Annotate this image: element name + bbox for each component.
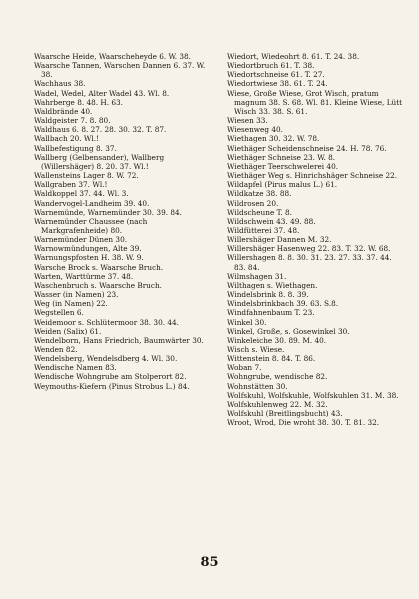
index-entry: Waldbrände 40. (34, 106, 93, 116)
index-entry: Warnungspfosten H. 38. W. 9. (34, 253, 144, 263)
index-entry: Wegstellen 6. (34, 308, 84, 318)
index-entry: Wiedortschneise 61. T. 27. (227, 70, 325, 80)
index-entry: Waldkoppel 37. 44. Wl. 3. (34, 189, 129, 199)
index-entry: Wiedortbruch 61. T. 38. (227, 61, 315, 71)
index-entry: Windelsbrinkbach 39. 63. S.8. (227, 299, 339, 309)
index-entry: Wasser (in Namen) 23. (34, 290, 119, 300)
index-entry: Wildkatze 38. 88. (227, 189, 292, 199)
index-entry: Warnemünder Dünen 30. (34, 235, 128, 245)
index-entry: Wohngrube, wendische 82. (227, 372, 328, 382)
index-entry: Woban 7. (227, 363, 262, 373)
index-entry: Warnemünde, Warnemünder 30. 39. 84. (34, 207, 182, 217)
index-entry: Waarsche Heide, Waarscheheyde 6. W. 38. (34, 52, 191, 61)
index-entry: Wildfütterei 37. 48. (227, 225, 300, 235)
index-entry: Willershäger Dannen M. 32. (227, 235, 332, 245)
index-entry: Wiesenweg 40. (227, 125, 283, 135)
index-entry: Wildapfel (Pirus malus L.) 61. (227, 180, 338, 190)
index-entry: Wandervogel-Landheim 39. 40. (34, 198, 150, 208)
index-entry: Wiethäger Weg s. Hinrichshäger Schneise 22. (227, 171, 398, 181)
index-entry: Warnemünder Chaussee (nach Markgrafenheide) 80. (34, 216, 148, 235)
index-column-right (227, 52, 403, 427)
index-entry: Winkel 30. (227, 317, 267, 327)
index-entry: Weg (in Namen) 22. (34, 299, 108, 309)
index-entry: Wallbefestigung 8. 37. (34, 143, 117, 153)
index-entry: Wilthagen s. Wiethagen. (227, 280, 318, 290)
index-entry: Willershagen 8. 8. 30. 31. 23. 27. 33. 37. 44. 83. 84. (227, 253, 392, 272)
index-entry: Wallensteins Lager 8. W. 72. (34, 171, 139, 181)
index-entry: Wiethäger Teerschwelerei 40. (227, 161, 339, 171)
index-entry: Wiesen 33. (227, 116, 268, 126)
index-entry: Weiden (Salix) 61. (34, 326, 102, 336)
index-entry: Warsche Brock s. Waarsche Bruch. (34, 262, 164, 272)
index-entry: Wiedort, Wiedeohrt 8. 61. T. 24. 38. (227, 52, 360, 61)
index-entry: Wolfskuhl, Wolfskuhle, Wolfskuhlen 31. M. 38. (227, 390, 399, 400)
index-entry: Wittenstein 8. 84. T. 86. (227, 354, 316, 364)
index-entry: Wendische Namen 83. (34, 363, 117, 373)
index-entry: Wiethagen 30. 32. W. 78. (227, 134, 320, 144)
index-entry: Wendelborn, Hans Friedrich, Baumwärter 30. (34, 335, 204, 345)
index-column-left (34, 52, 210, 391)
index-entry: Windelsbrink 8. 8. 39. (227, 290, 309, 300)
index-entry: Waldgeister 7. 8. 80. (34, 116, 111, 126)
index-entry: Wiethäger Scheidenschneise 24. H. 78. 76. (227, 143, 387, 153)
index-entry: Wendelsberg, Wendelsdberg 4. Wl. 30. (34, 354, 178, 364)
page-number: 85 (200, 555, 219, 570)
index-entry: Winkeleiche 30. 89. M. 40. (227, 335, 327, 345)
index-entry: Wenden 82. (34, 345, 78, 354)
index-entry: Weidemoor s. Schlütermoor 38. 30. 44. (34, 317, 179, 327)
index-entry: Warnowmündungen, Alte 39. (34, 244, 142, 254)
index-entry: Wahrberge 8. 48. H. 63. (34, 97, 124, 107)
index-entry: Weymouths-Kiefern (Pinus Strobus L.) 84. (34, 381, 190, 391)
index-entry: Waldhaus 6. 8. 27. 28. 30. 32. T. 87. (34, 125, 167, 135)
index-entry: Wallberg (Gelbensander), Wallberg (Willershäger) 8. 20. 37. Wl.! (34, 152, 165, 171)
index-entry: Wildscheune T. 8. (227, 207, 292, 217)
index-entry: Wildschwein 43. 49. 88. (227, 216, 316, 226)
index-entry: Wiedortwiese 38. 61. T. 24. (227, 79, 328, 89)
index-entry: Wallbach 20. Wl.! (34, 134, 100, 144)
index-entry: Wiethäger Schneise 23. W. 8. (227, 152, 336, 162)
index-entry: Wolfskuhl (Breitlingsbucht) 43. (227, 409, 343, 419)
index-entry: Waschenbruch s. Waarsche Bruch. (34, 280, 162, 290)
index-entry: Waarsche Tannen, Warschen Dannen 6. 37. W. 38. (34, 61, 206, 80)
index-entry: Wroot, Wrod, Die wroht 38. 30. T. 81. 32. (227, 418, 380, 428)
index-entry: Warten, Warttürme 37. 48. (34, 271, 134, 281)
index-entry: Wadel, Wedel, Alter Wadel 43. Wl. 8. (34, 88, 170, 98)
index-entry: Wilmshagen 31. (227, 271, 287, 281)
index-entry: Windfahnenbaum T. 23. (227, 308, 315, 318)
index-entry: Willershäger Hasenweg 22. 83. T. 32. W. 68. (227, 244, 391, 254)
index-entry: Winkel, Große, s. Gosewinkel 30. (227, 326, 350, 336)
index-entry: Wolfskuhlenweg 22. M. 32. (227, 399, 328, 409)
index-entry: Wildrosen 20. (227, 198, 279, 208)
index-entry: Wisch s. Wiese. (227, 345, 285, 354)
index-entry: Wendische Wohngrube am Stolperort 82. (34, 372, 187, 382)
index-entry: Wiese, Große Wiese, Grot Wisch, pratum magnum 38. S. 68. Wl. 81. Kleine Wiese, Lütt Wisch 33. 38. S. 61. (227, 88, 403, 116)
index-entry: Wachhaus 38. (34, 79, 86, 89)
index-entry: Wallgraben 37. Wl.! (34, 180, 108, 190)
index-entry: Wohnstätten 30. (227, 381, 288, 391)
